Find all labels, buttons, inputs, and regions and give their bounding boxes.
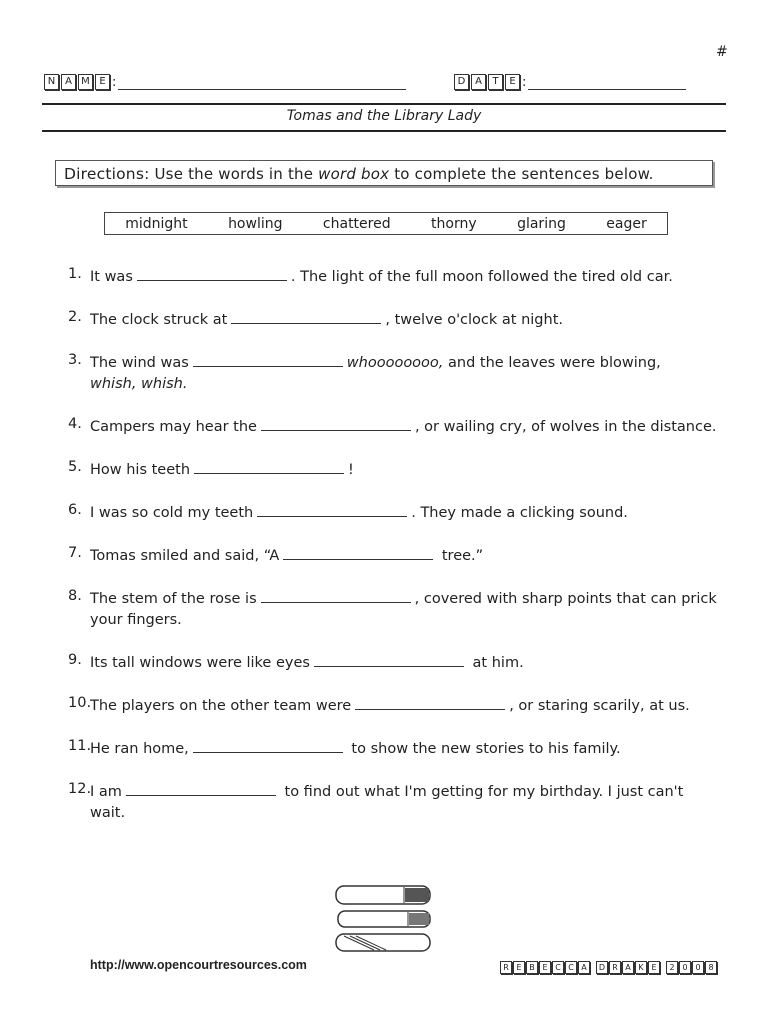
question-item [68, 695, 718, 717]
question-text [90, 588, 718, 631]
question-text-before: The clock struck at [90, 312, 228, 328]
author-letter-tile: 0 [692, 961, 704, 974]
answer-blank[interactable] [355, 695, 505, 710]
answer-blank[interactable] [137, 266, 287, 281]
question-text [90, 545, 483, 567]
question-item [68, 266, 718, 288]
question-text-after: and the leaves were blowing, [443, 355, 661, 371]
question-number: 10. [68, 695, 92, 711]
date-field[interactable] [454, 68, 686, 90]
question-text-before: The stem of the rose is [90, 591, 257, 607]
word-box-item: glaring [517, 215, 566, 232]
question-text-before: Its tall windows were like eyes [90, 655, 310, 671]
author-letter-tile: C [565, 961, 577, 974]
question-text-italic: whoooooooo, [346, 355, 444, 371]
directions-box [55, 160, 713, 186]
question-item [68, 652, 718, 674]
author-letter-tile: A [578, 961, 590, 974]
answer-blank[interactable] [193, 738, 343, 753]
question-number: 3. [68, 352, 82, 368]
answer-blank[interactable] [283, 545, 433, 560]
answer-blank[interactable] [314, 652, 464, 667]
question-number: 4. [68, 416, 82, 432]
author-letter-tile: C [552, 961, 564, 974]
question-number: 11. [68, 738, 92, 754]
author-letter-tile: R [609, 961, 621, 974]
answer-blank[interactable] [194, 459, 344, 474]
question-number: 6. [68, 502, 82, 518]
date-label-tile: D [454, 74, 469, 90]
author-letter-tile: 0 [679, 961, 691, 974]
question-number: 5. [68, 459, 82, 475]
question-text [90, 459, 354, 481]
date-label-tile: E [505, 74, 520, 90]
date-blank-line[interactable] [528, 73, 686, 90]
author-letter-tile: E [539, 961, 551, 974]
answer-blank[interactable] [126, 781, 276, 796]
date-label [454, 74, 520, 90]
page-number-marker: # [716, 44, 728, 60]
name-label-tile: E [95, 74, 110, 90]
question-item [68, 459, 718, 481]
name-label-tile: M [78, 74, 93, 90]
author-word [666, 961, 717, 974]
question-text [90, 352, 661, 395]
book-stack-icon [334, 884, 434, 954]
question-text [90, 266, 673, 288]
directions-text-after: to complete the sentences below. [394, 165, 654, 183]
question-text-after: tree.” [437, 548, 484, 564]
word-box-item: midnight [125, 215, 188, 232]
word-box-item: chattered [322, 215, 391, 232]
author-letter-tile: E [513, 961, 525, 974]
name-blank-line[interactable] [118, 73, 406, 90]
question-text-before: How his teeth [90, 462, 191, 478]
author-credit [500, 961, 717, 974]
author-word [500, 961, 590, 974]
author-letter-tile: A [622, 961, 634, 974]
answer-blank[interactable] [231, 309, 381, 324]
word-box-item: howling [228, 215, 283, 232]
question-number: 2. [68, 309, 82, 325]
word-box [104, 212, 668, 235]
question-text-before: He ran home, [90, 741, 189, 757]
question-text-tail-italic: whish, whish. [90, 376, 188, 392]
author-letter-tile: E [648, 961, 660, 974]
question-text-before: I am [90, 784, 122, 800]
question-text-before: It was [90, 269, 133, 285]
question-item [68, 416, 718, 438]
author-letter-tile: D [596, 961, 608, 974]
directions-text-before: Use the words in the [154, 165, 314, 183]
question-item [68, 502, 718, 524]
question-list [68, 266, 718, 824]
name-label [44, 74, 110, 90]
question-text-after: . The light of the full moon followed the tired old car. [290, 269, 673, 285]
question-text [90, 738, 621, 760]
question-text-after: , covered with sharp points that can prick your fingers. [90, 591, 717, 628]
question-text-before: Campers may hear the [90, 419, 257, 435]
question-item [68, 588, 718, 631]
question-text-before: The wind was [90, 355, 189, 371]
name-colon: : [112, 75, 117, 90]
title-top-rule [42, 103, 726, 105]
author-letter-tile: K [635, 961, 647, 974]
question-item [68, 352, 718, 395]
question-text-after: , twelve o'clock at night. [385, 312, 563, 328]
word-box-item: thorny [431, 215, 477, 232]
question-text-after: to find out what I'm getting for my birthday. I just can't wait. [90, 784, 684, 821]
answer-blank[interactable] [257, 502, 407, 517]
question-text-after: at him. [467, 655, 524, 671]
question-number: 8. [68, 588, 82, 604]
question-item [68, 309, 718, 331]
question-text-before: Tomas smiled and said, “A [90, 548, 280, 564]
question-text-before: I was so cold my teeth [90, 505, 254, 521]
directions-emphasis: word box [318, 165, 390, 183]
author-word [596, 961, 660, 974]
question-text [90, 781, 718, 824]
author-letter-tile: B [526, 961, 538, 974]
worksheet-title: Tomas and the Library Lady [286, 108, 482, 124]
word-box-item: eager [606, 215, 647, 232]
question-text-before: The players on the other team were [90, 698, 352, 714]
question-text [90, 695, 690, 717]
directions-label: Directions: [64, 165, 150, 183]
question-text [90, 652, 524, 674]
question-item [68, 545, 718, 567]
question-number: 7. [68, 545, 82, 561]
name-field[interactable] [44, 68, 406, 90]
question-number: 12. [68, 781, 92, 797]
date-colon: : [522, 75, 527, 90]
question-text-after: , or staring scarily, at us. [509, 698, 690, 714]
answer-blank[interactable] [261, 588, 411, 603]
name-label-tile: A [61, 74, 76, 90]
question-text [90, 502, 628, 524]
author-letter-tile: R [500, 961, 512, 974]
source-url-link[interactable]: http://www.opencourtresources.com [90, 958, 307, 972]
question-number: 1. [68, 266, 82, 282]
question-item [68, 781, 718, 824]
answer-blank[interactable] [193, 352, 343, 367]
author-letter-tile: 8 [705, 961, 717, 974]
date-label-tile: T [488, 74, 503, 90]
question-text-after: . They made a clicking sound. [411, 505, 628, 521]
title-bottom-rule [42, 130, 726, 132]
author-letter-tile: 2 [666, 961, 678, 974]
question-item [68, 738, 718, 760]
name-label-tile: N [44, 74, 59, 90]
question-text [90, 309, 563, 331]
question-text-after: to show the new stories to his family. [346, 741, 621, 757]
answer-blank[interactable] [261, 416, 411, 431]
date-label-tile: A [471, 74, 486, 90]
question-number: 9. [68, 652, 82, 668]
question-text [90, 416, 716, 438]
question-text-after: ! [348, 462, 354, 478]
question-text-after: , or wailing cry, of wolves in the distance. [414, 419, 717, 435]
